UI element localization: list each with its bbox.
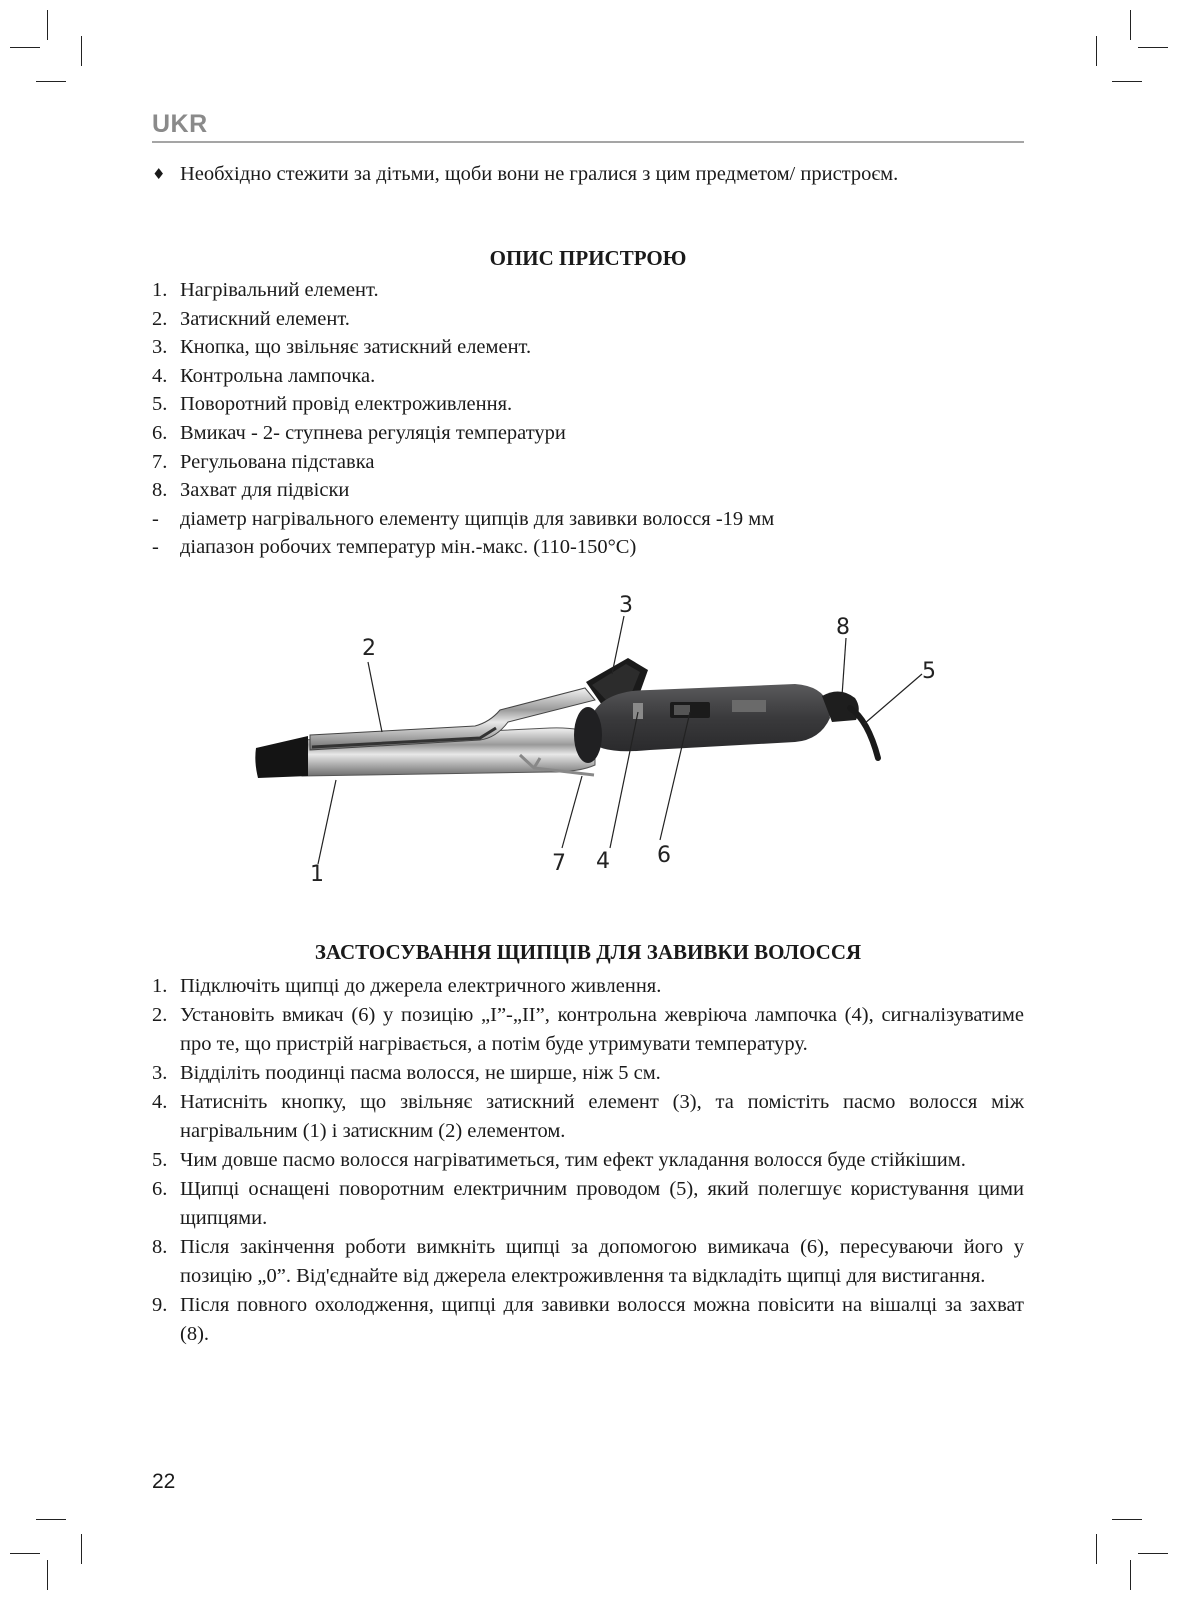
list-item: 2. Установіть вмикач (6) у позицію „I”-„II”, контрольна жевріюча лампочка (4), сигналізуватиме про те, що пристрій нагрівається, а потім буде утримувати температуру. bbox=[152, 1004, 1024, 1055]
list-item: 2. Затискний елемент. bbox=[152, 307, 350, 330]
crop-mark bbox=[1096, 36, 1097, 66]
callout-label-7: 7 bbox=[552, 851, 566, 876]
crop-mark bbox=[36, 1519, 66, 1520]
warning-text: Необхідно стежити за дітьми, щоби вони не гралися з цим предметом/ пристроєм. bbox=[180, 163, 899, 185]
list-item: 1. Підключіть щипці до джерела електричного живлення. bbox=[152, 975, 662, 997]
handle-collar bbox=[574, 707, 602, 763]
temperature-switch-slider bbox=[674, 705, 690, 715]
list-item: 3. Кнопка, що звільняє затискний елемент. bbox=[152, 336, 532, 359]
diamond-bullet-icon: ♦ bbox=[152, 165, 166, 183]
list-item: - діаметр нагрівального елементу щипців для завивки волосся -19 мм bbox=[152, 507, 775, 530]
list-item: 8. Захват для підвіски bbox=[152, 479, 350, 502]
crop-mark bbox=[47, 1560, 48, 1590]
warning-bullet bbox=[152, 160, 1024, 189]
description-list bbox=[152, 276, 1024, 562]
callout-label-6: 6 bbox=[657, 843, 671, 868]
crop-mark bbox=[36, 81, 66, 82]
crop-mark bbox=[1138, 1553, 1168, 1554]
list-item: 3. Відділіть поодинці пасма волосся, не ширше, ніж 5 см. bbox=[152, 1062, 661, 1084]
page-number: 22 bbox=[152, 1470, 176, 1493]
crop-mark bbox=[1130, 1560, 1131, 1590]
crop-mark bbox=[10, 1553, 40, 1554]
crop-mark bbox=[81, 36, 82, 66]
list-item: 6. Щипці оснащені поворотним електричним проводом (5), який полегшує користування цими щипцями. bbox=[152, 1178, 1024, 1229]
indicator-lamp bbox=[633, 703, 643, 719]
crop-mark bbox=[1138, 47, 1168, 48]
crop-mark bbox=[1130, 10, 1131, 40]
list-item: 8. Після закінчення роботи вимкніть щипці за допомогою вимикача (6), пересуваючи його у позицію „0”. Від'єднайте від джерела електроживлення та відкладіть щипці для вистигання. bbox=[152, 1236, 1024, 1287]
callout-line-5 bbox=[864, 674, 922, 724]
language-code: UKR bbox=[152, 110, 208, 138]
list-item: 4. Натисніть кнопку, що звільняє затискний елемент (3), та помістіть пасмо волосся між нагрівальним (1) і затискним (2) елементом. bbox=[152, 1091, 1024, 1142]
callout-line-1 bbox=[318, 780, 336, 864]
curling-iron-illustration bbox=[250, 593, 936, 900]
crop-mark bbox=[10, 47, 40, 48]
usage-list bbox=[152, 972, 1024, 1349]
list-item: 9. Після повного охолодження, щипці для завивки волосся можна повісити на вішалці за захват (8). bbox=[152, 1294, 1024, 1345]
list-item: 5. Поворотний провід електроживлення. bbox=[152, 393, 513, 416]
callout-label-1: 1 bbox=[310, 862, 324, 887]
callout-label-3: 3 bbox=[619, 593, 633, 618]
list-item: 6. Вмикач - 2- ступнева регуляція температури bbox=[152, 421, 566, 444]
callout-line-2 bbox=[368, 662, 382, 732]
callout-label-2: 2 bbox=[362, 636, 376, 661]
callout-label-8: 8 bbox=[836, 615, 850, 640]
callout-line-8 bbox=[842, 638, 846, 696]
handle-body bbox=[590, 684, 830, 751]
callout-label-4: 4 bbox=[596, 849, 610, 874]
description-heading: ОПИС ПРИСТРОЮ bbox=[489, 246, 687, 270]
crop-mark bbox=[1112, 1519, 1142, 1520]
header-rule bbox=[152, 141, 1024, 143]
list-item: 1. Нагрівальний елемент. bbox=[152, 279, 379, 301]
list-item: 5. Чим довше пасмо волосся нагріватиметься, тим ефект укладання волосся буде стійкішим. bbox=[152, 1149, 966, 1171]
crop-mark bbox=[47, 10, 48, 40]
crop-mark bbox=[1112, 81, 1142, 82]
brand-logo bbox=[732, 700, 766, 712]
crop-mark bbox=[81, 1534, 82, 1564]
callout-label-5: 5 bbox=[922, 659, 936, 684]
list-item: 7. Регульована підставка bbox=[152, 450, 375, 473]
crop-mark bbox=[1096, 1534, 1097, 1564]
usage-heading: ЗАСТОСУВАННЯ ЩИПЦІВ ДЛЯ ЗАВИВКИ ВОЛОССЯ bbox=[314, 940, 862, 964]
insulated-tip bbox=[255, 736, 308, 778]
list-item: 4. Контрольна лампочка. bbox=[152, 364, 376, 387]
callout-line-7 bbox=[562, 776, 582, 848]
list-item: - діапазон робочих температур мін.-макс. (110-150°С) bbox=[152, 536, 637, 559]
